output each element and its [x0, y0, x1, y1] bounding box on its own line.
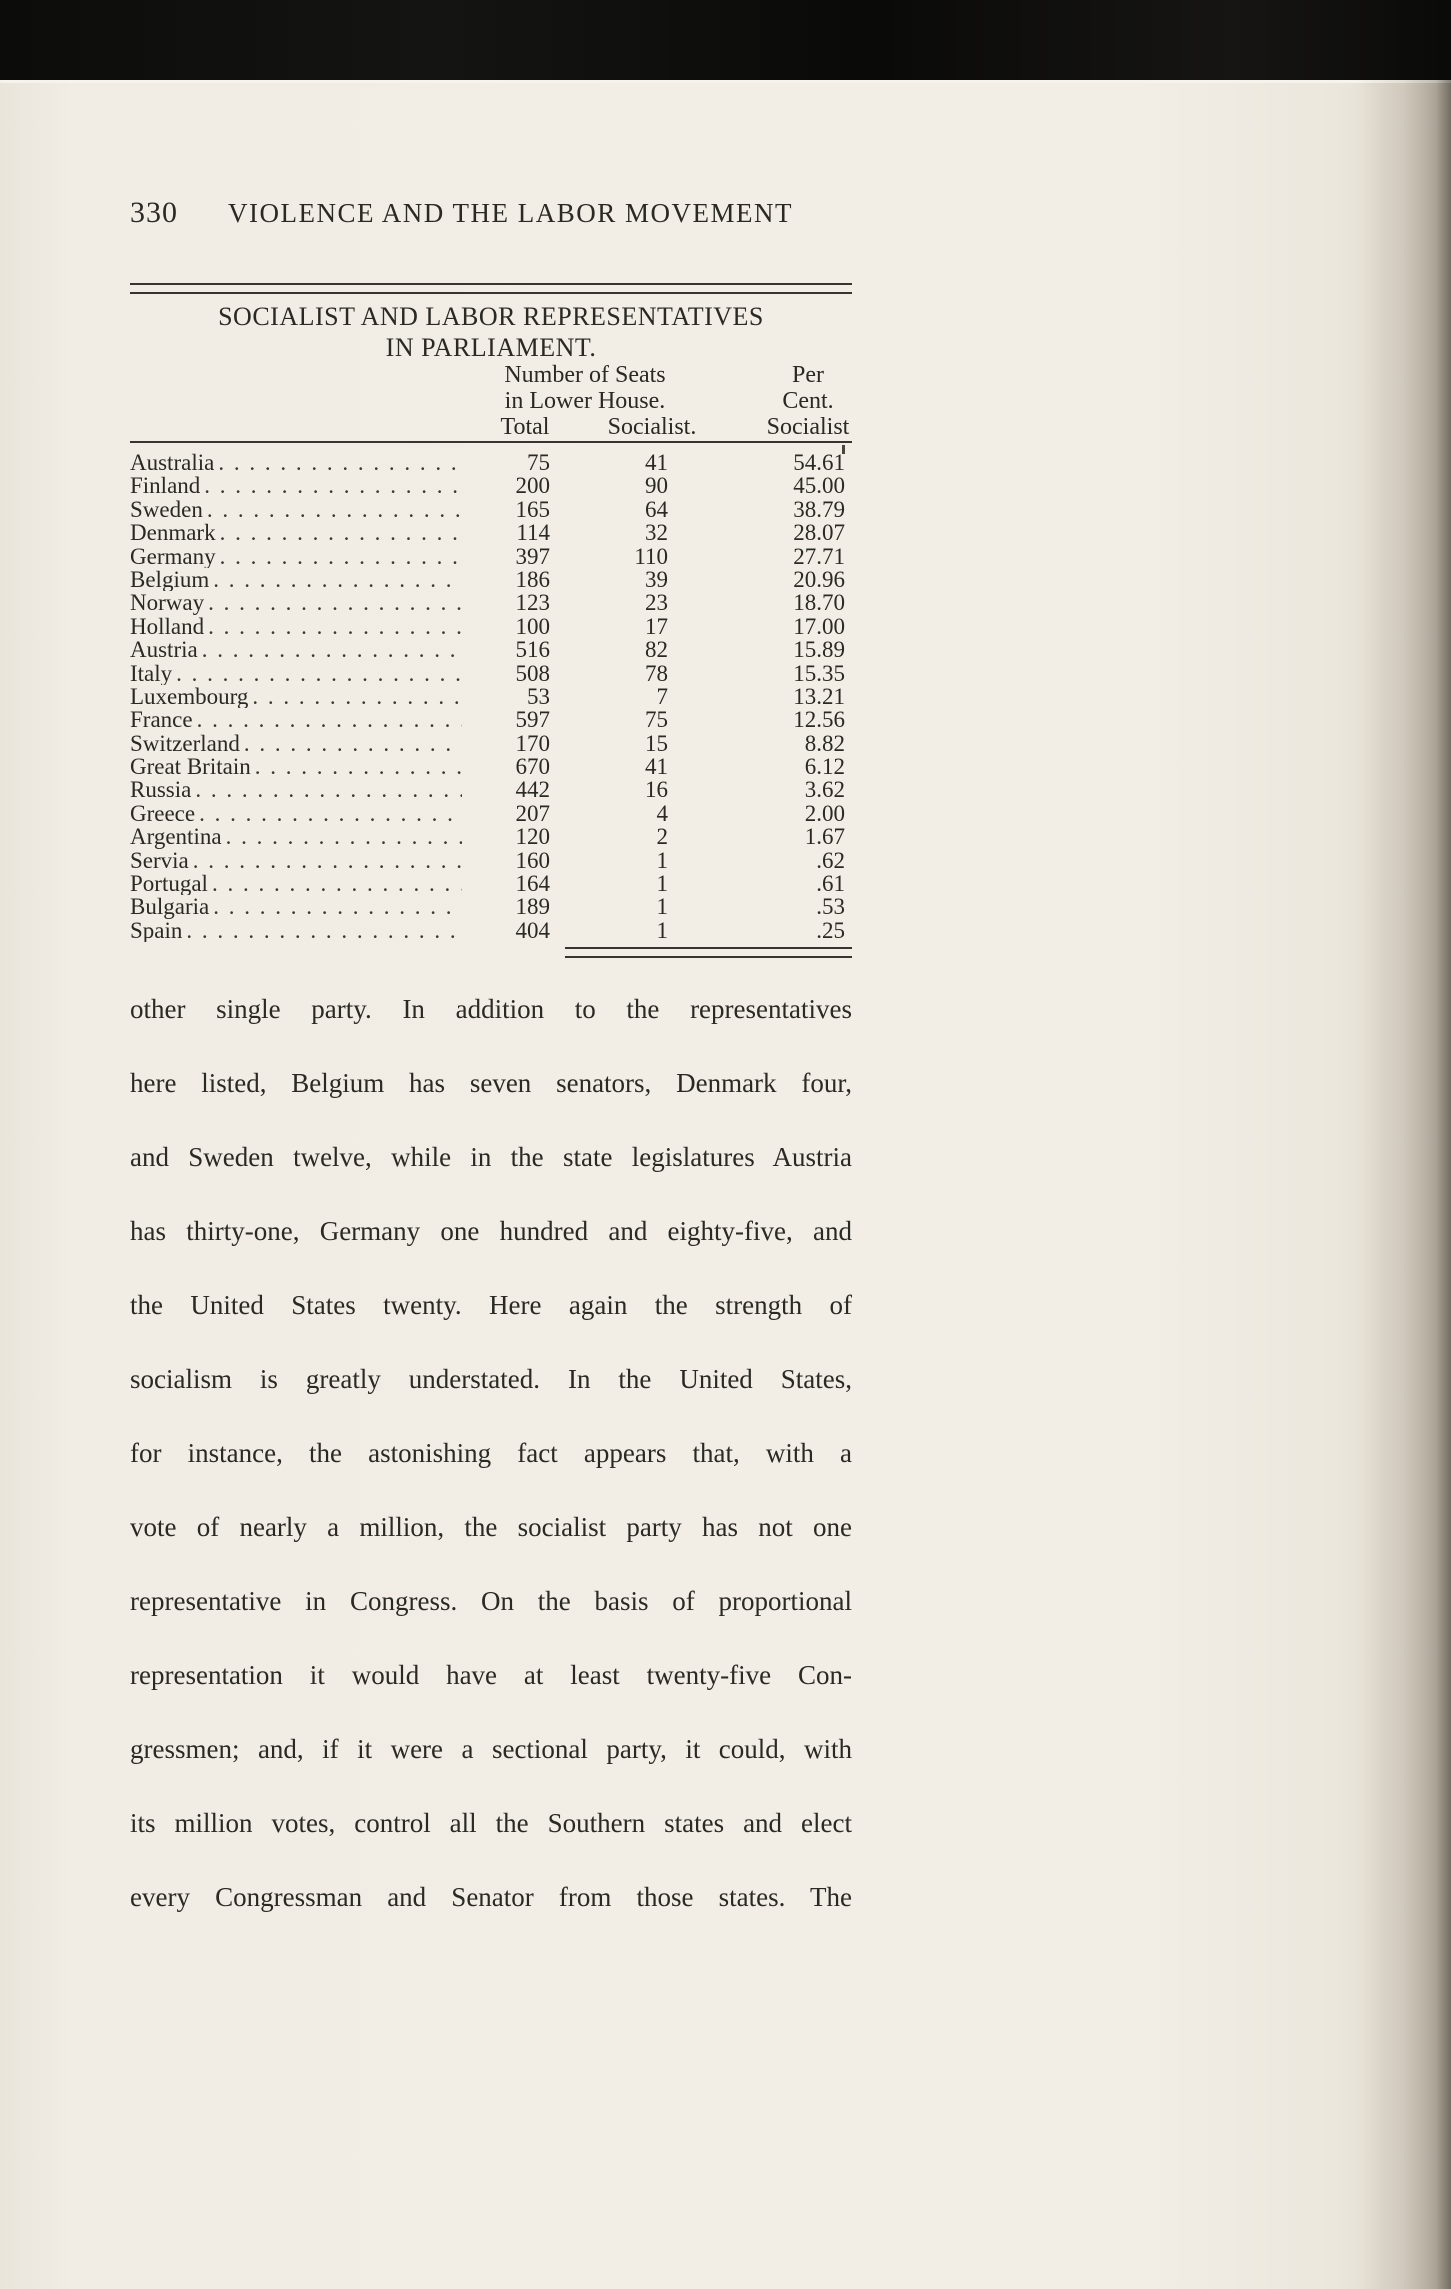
total-value: 123 [515, 591, 550, 615]
socialist-value: 17 [645, 614, 668, 639]
table-row [130, 755, 852, 778]
total-value: 207 [515, 801, 550, 826]
socialist-value: 7 [656, 684, 668, 709]
percent-value: 20.96 [793, 567, 845, 592]
dot-leader [202, 638, 462, 661]
country-name: Switzerland [130, 731, 240, 756]
table-row [130, 591, 852, 614]
total-value: 100 [515, 614, 550, 639]
total-value: 120 [515, 825, 550, 849]
percent-value: 45.00 [793, 474, 845, 498]
dot-leader [212, 872, 462, 895]
total-value: 75 [527, 451, 550, 475]
total-value: 165 [515, 497, 550, 522]
socialist-value: 1 [656, 895, 668, 919]
country-name: Denmark [130, 521, 216, 545]
dot-leader [244, 732, 462, 755]
dot-leader [208, 615, 462, 638]
dot-leader [199, 802, 462, 825]
dot-leader [186, 919, 462, 942]
table-row [130, 708, 852, 731]
percent-value: 3.62 [804, 778, 845, 802]
table-row [130, 521, 852, 544]
dot-leader [176, 662, 462, 685]
seats-header-line1: Number of Seats [504, 362, 666, 388]
country-name: Servia [130, 848, 189, 873]
percent-value: 17.00 [793, 614, 845, 639]
body-paragraph [130, 972, 852, 1934]
dot-leader [204, 474, 462, 497]
table-bottom-rule [565, 947, 852, 958]
total-value: 189 [515, 895, 550, 919]
seats-header-line2: in Lower House. [504, 388, 666, 414]
socialist-value: 1 [656, 918, 668, 943]
text-line: here listed, Belgium has seven senators, Denmark four, [130, 1068, 852, 1098]
percent-header-line1: Per [792, 362, 824, 388]
text-line: every Congressman and Senator from those states. The [130, 1882, 852, 1912]
total-value: 164 [515, 872, 550, 896]
socialist-value: 1 [656, 848, 668, 873]
total-value: 670 [515, 755, 550, 779]
dot-leader [255, 755, 462, 778]
percent-header-line2: Cent. [782, 388, 834, 414]
dot-leader [218, 451, 462, 474]
country-name: Holland [130, 614, 205, 639]
table-row [130, 895, 852, 918]
table-title-line2: IN PARLIAMENT. [385, 333, 597, 362]
dot-leader [207, 498, 462, 521]
dot-leader [252, 685, 462, 708]
country-name: Luxembourg [130, 684, 249, 709]
socialist-value: 78 [645, 661, 668, 685]
percent-value: .62 [816, 848, 845, 873]
country-name: Belgium [130, 567, 210, 592]
socialist-value: 64 [645, 497, 668, 522]
text-line: representative in Congress. On the basis of proportional [130, 1586, 852, 1616]
seats-column-group-header [430, 362, 740, 414]
socialist-value: 110 [634, 544, 668, 568]
country-name: France [130, 708, 193, 732]
country-name: Australia [130, 451, 215, 475]
percent-value: 18.70 [793, 591, 845, 615]
table-row [130, 778, 852, 801]
percent-value: 15.89 [793, 638, 845, 662]
country-name: Bulgaria [130, 895, 210, 919]
table-row [130, 545, 852, 568]
table-row [130, 919, 852, 942]
text-line: for instance, the astonishing fact appears that, with a [130, 1438, 852, 1468]
table-header-rule [130, 441, 852, 443]
percent-value: 13.21 [793, 684, 845, 709]
dot-leader [213, 895, 462, 918]
percent-value: 28.07 [793, 521, 845, 545]
text-line: has thirty-one, Germany one hundred and eighty-five, and [130, 1216, 852, 1246]
percent-value: 12.56 [793, 708, 845, 732]
total-value: 597 [515, 708, 550, 732]
total-value: 53 [527, 684, 550, 709]
percent-value: 38.79 [793, 497, 845, 522]
running-head [130, 196, 852, 230]
dot-leader [195, 778, 462, 801]
dot-leader [220, 545, 462, 568]
socialist-value: 41 [645, 755, 668, 779]
country-name: Russia [130, 778, 192, 802]
country-name: Italy [130, 661, 173, 685]
table-row [130, 825, 852, 848]
socialist-value: 2 [656, 825, 668, 849]
socialist-value: 1 [656, 872, 668, 896]
table-row [130, 662, 852, 685]
total-value: 186 [515, 567, 550, 592]
table-row [130, 638, 852, 661]
percent-value: 6.12 [804, 755, 845, 779]
table-row [130, 474, 852, 497]
text-line: other single party. In addition to the representatives [130, 994, 852, 1024]
socialist-value: 32 [645, 521, 668, 545]
table-row [130, 732, 852, 755]
socialist-value: 23 [645, 591, 668, 615]
percent-value: .25 [816, 918, 845, 943]
total-value: 397 [515, 544, 550, 568]
text-line: representation it would have at least twenty-five Con- [130, 1660, 852, 1690]
country-name: Austria [130, 638, 198, 662]
dot-leader [213, 568, 462, 591]
text-line: and Sweden twelve, while in the state legislatures Austria [130, 1142, 852, 1172]
page-number: 330 [130, 196, 178, 229]
total-column-header: Total [500, 414, 550, 440]
total-value: 200 [515, 474, 550, 498]
table-row [130, 685, 852, 708]
socialist-value: 82 [645, 638, 668, 662]
table-row [130, 615, 852, 638]
text-line: vote of nearly a million, the socialist party has not one [130, 1512, 852, 1542]
table-row [130, 568, 852, 591]
dot-leader [208, 591, 462, 614]
text-line: socialism is greatly understated. In the United States, [130, 1364, 852, 1394]
table-row [130, 849, 852, 872]
table-row [130, 872, 852, 895]
dot-leader [197, 708, 462, 731]
socialist-value: 41 [645, 451, 668, 475]
table-row [130, 451, 852, 474]
total-value: 442 [515, 778, 550, 802]
percent-value: 54.61 [793, 451, 845, 475]
country-name: Germany [130, 544, 216, 568]
percent-value: 8.82 [804, 731, 845, 756]
socialist-value: 4 [656, 801, 668, 826]
text-line: gressmen; and, if it were a sectional party, it could, with [130, 1734, 852, 1764]
percent-value: 27.71 [793, 544, 845, 568]
table-row [130, 802, 852, 825]
running-title: VIOLENCE AND THE LABOR MOVEMENT [228, 198, 793, 228]
socialist-column-header: Socialist. [607, 414, 697, 440]
total-value: 114 [516, 521, 550, 545]
total-value: 170 [515, 731, 550, 756]
country-name: Greece [130, 801, 196, 826]
dot-leader [193, 849, 462, 872]
socialist-value: 39 [645, 567, 668, 592]
country-name: Argentina [130, 825, 222, 849]
country-name: Norway [130, 591, 205, 615]
country-name: Portugal [130, 872, 208, 896]
percent-value: .53 [816, 895, 845, 919]
country-name: Sweden [130, 497, 203, 522]
country-name: Great Britain [130, 755, 251, 779]
socialist-value: 90 [645, 474, 668, 498]
country-name: Finland [130, 474, 201, 498]
percent-column-header [743, 362, 873, 440]
dot-leader [226, 825, 462, 848]
page-content [130, 0, 852, 2289]
total-value: 404 [515, 918, 550, 943]
text-line: the United States twenty. Here again the strength of [130, 1290, 852, 1320]
total-value: 508 [515, 661, 550, 685]
total-value: 516 [515, 638, 550, 662]
percent-value: .61 [816, 872, 845, 896]
percent-header-line3: Socialist [766, 414, 850, 440]
parliament-table-body [130, 451, 852, 942]
table-row [130, 498, 852, 521]
text-line: its million votes, control all the Southern states and elect [130, 1808, 852, 1838]
percent-value: 15.35 [793, 661, 845, 685]
socialist-value: 15 [645, 731, 668, 756]
total-value: 160 [515, 848, 550, 873]
socialist-value: 16 [645, 778, 668, 802]
table-top-rule [130, 283, 852, 294]
percent-value: 2.00 [804, 801, 845, 826]
country-name: Spain [130, 918, 183, 943]
dot-leader [220, 521, 462, 544]
percent-value: 1.67 [804, 825, 845, 849]
table-title-line1: SOCIALIST AND LABOR REPRESENTATIVES [218, 302, 764, 331]
socialist-value: 75 [645, 708, 668, 732]
